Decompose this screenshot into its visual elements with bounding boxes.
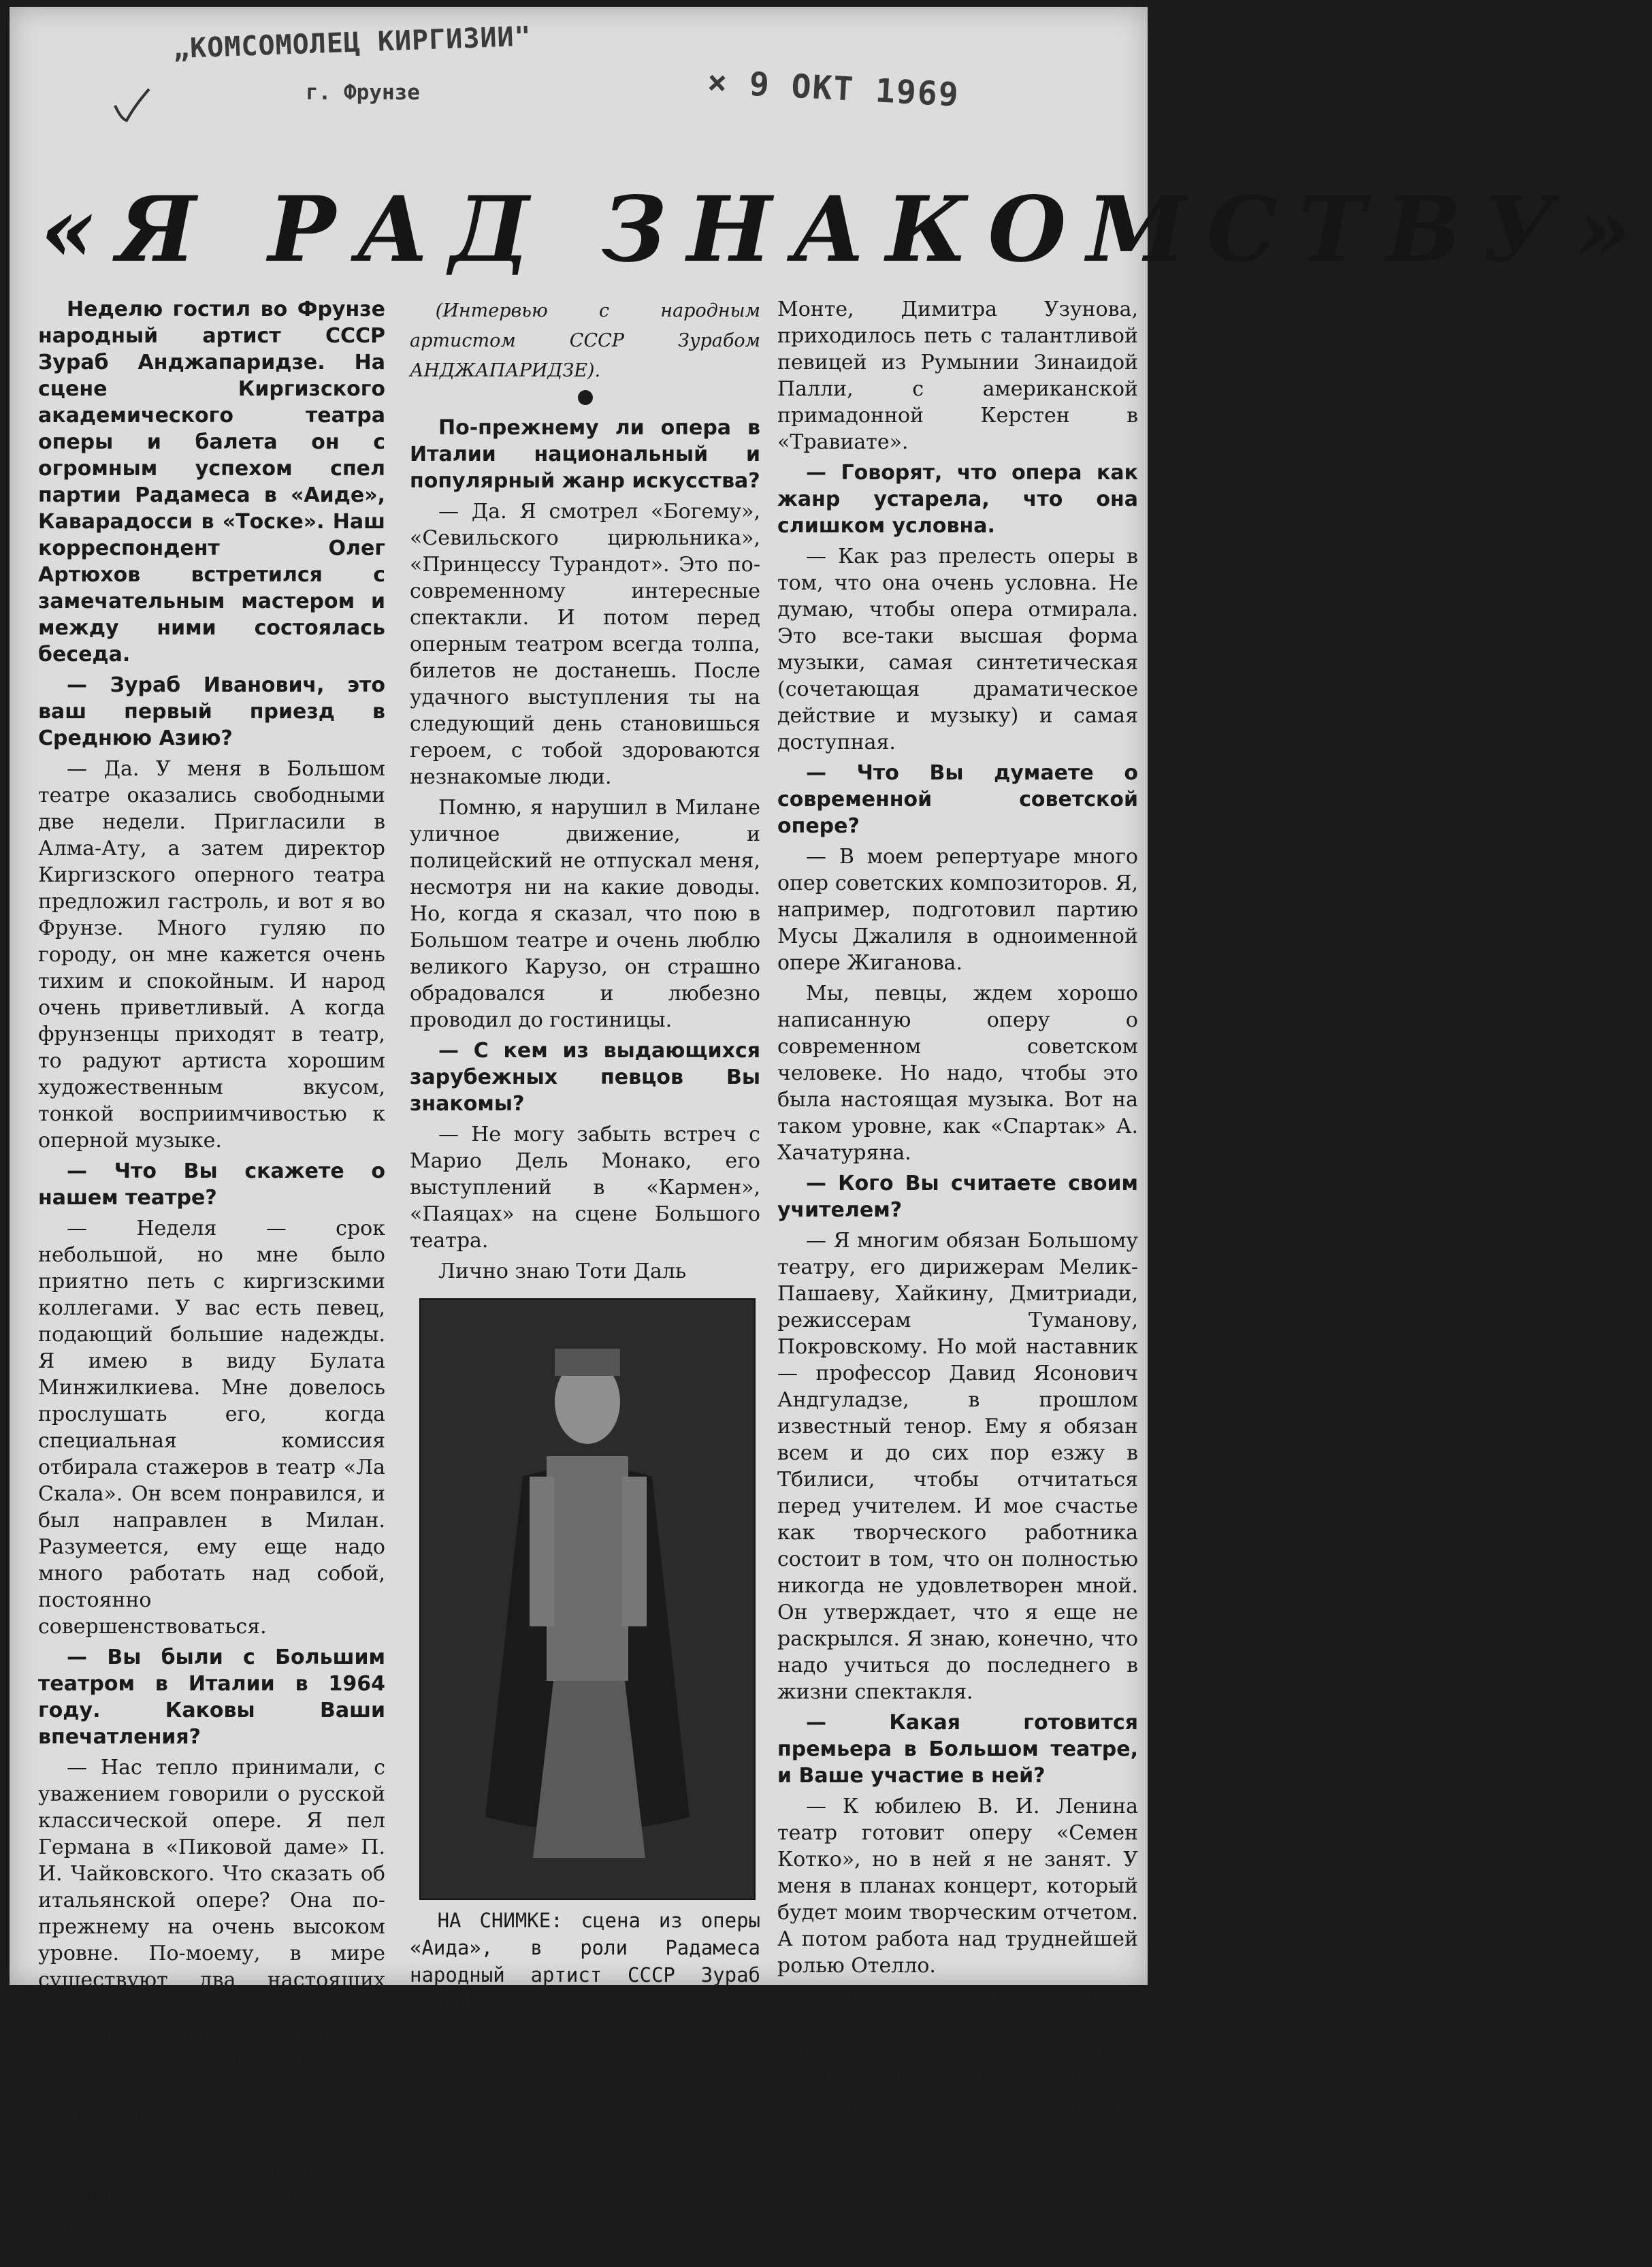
- lead-paragraph: Неделю гостил во Фрунзе народный артист СССР Зураб Анджапаридзе. На сцене Киргизского академического театра оперы и балета он с огромным успехом спел партии Радамеса в «Аиде», Каварадосси в «Тоске». Наш корреспондент Олег Артюхов встретился с замечательным мастером и между ними состоялась беседа.: [38, 298, 385, 666]
- question-paragraph: — Кого Вы считаете своим учителем?: [777, 1172, 1138, 1222]
- column-1: [38, 296, 385, 2267]
- column-2-body: [410, 415, 760, 1285]
- article-headline: «Я РАД ЗНАКОМСТВУ»: [40, 177, 1652, 283]
- question-paragraph: — Какая готовится премьера в Большом театре, и Ваше участие в ней?: [777, 1711, 1138, 1788]
- column-2: [410, 296, 760, 2020]
- answer-paragraph: — Да. У меня в Большом театре оказались свободными две недели. Пригласили в Алма-Ату, а затем директор Киргизского оперного театра предложил гастроль, и вот я во Фрунзе. Много гуляю по городу, он мне кажется очень тихим и спокойным. И народ очень приветливый. А когда фрунзенцы приходят в театр, то радуют артиста хорошим художественным вкусом, тонкой восприимчивостью к оперной музыке.: [38, 757, 385, 1153]
- question-paragraph: — Что Вы думаете о современной советской опере?: [777, 761, 1138, 838]
- newspaper-stamp: „КОМСОМОЛЕЦ КИРГИЗИИ": [172, 20, 532, 65]
- answer-paragraph: — Да. Я смотрел «Богему», «Севильского цирюльника», «Принцессу Турандот». Это по-современному интересные спектакли. И потом перед оперным театром всегда толпа, билетов не достанешь. После удачного выступления ты на следующий день становишься героем, с тобой здороваются незнакомые люди.: [410, 500, 760, 789]
- interview-subtitle: (Интервью с народным артистом СССР Зурабом АНДЖАПАРИДЗЕ).: [410, 300, 760, 381]
- newspaper-clipping: [10, 7, 1652, 2262]
- answer-paragraph: — Я многим обязан Большому театру, его дирижерам Мелик-Пашаеву, Хайкину, Дмитриади, режиссерам Туманову, Покровскому. Но мой наставник — профессор Давид Ясонович Андгуладзе, в прошлом известный тенор. Ему я обязан всем и до сих пор езжу в Тбилиси, чтобы отчитаться перед учителем. И мое счастье как творческого работника состоит в том, что он полностью никогда не удовлетворен мной. Он утверждает, что я еще не раскрылся. Я знаю, конечно, что надо учиться до последнего в жизни спектакля.: [777, 1229, 1138, 1704]
- answer-paragraph: Помню, я нарушил в Милане уличное движение, и полицейский не отпускал меня, несмотря ни на какие доводы. Но, когда я сказал, что пою в Большом театре и очень люблю великого Карузо, он страшно обрадовался и любезно проводил до гостиницы.: [410, 796, 760, 1032]
- question-paragraph: По-прежнему ли опера в Италии национальный и популярный жанр искусства?: [410, 416, 760, 493]
- answer-paragraph: Лично знаю Тоти Даль: [438, 1259, 687, 1283]
- checkmark-icon: [112, 85, 152, 126]
- photo-opera-aida: [419, 1298, 756, 1900]
- answer-paragraph: Улетая в Москву, прошу передать всем молодым фрунзенцам, что был рад познакомиться с ними и благодарен им за горячий прием.: [777, 1984, 1138, 2141]
- question-paragraph: — Вы были с Большим театром в Италии в 1964 году. Каковы Ваши впечатления?: [38, 1645, 385, 1749]
- question-paragraph: — Говорят, что опера как жанр устарела, что она слишком условна.: [777, 461, 1138, 538]
- answer-paragraph: — Нас тепло принимали, с уважением говорили о русской классической опере. Я пел Германа в «Пиковой даме» П. И. Чайковского. Что сказать об итальянской опере? Она по-прежнему на очень высоком уровне. По-моему, в мире существуют два настоящих храма искусства оперы: Большой театр и «Ла Скала». Даже «Гранд-Опера» в Париже живет за счет гастролеров.: [38, 1756, 385, 2098]
- date-stamp: × 9 ОКТ 1969: [706, 63, 960, 114]
- answer-paragraph: — Не могу забыть встреч с Марио Дель Монако, его выступлений в «Кармен», «Паяцах» на сцене Большого театра.: [410, 1123, 760, 1253]
- answer-paragraph: — В моем репертуаре много опер советских композиторов. Я, например, подготовил партию Мусы Джалиля в одноименной опере Жиганова.: [777, 845, 1138, 975]
- answer-paragraph: — Как раз прелесть оперы в том, что она очень условна. Не думаю, чтобы опера отмирала. Это все-таки высшая форма музыки, самая синтетическая (сочетающая драматическое действие и музыку) и самая доступная.: [777, 545, 1138, 754]
- answer-paragraph: В Италии я встречался с замечательным тенором Раймонди. Он ученик недавно умершего маэстро Барра, у которого стажировались все советские певцы.: [38, 2105, 385, 2262]
- question-paragraph: — Зураб Иванович, это ваш первый приезд в Среднюю Азию?: [38, 673, 385, 750]
- column-1-body: [38, 672, 385, 2263]
- answer-paragraph: Монте, Димитра Узунова, приходилось петь с талантливой певицей из Румынии Зинаидой Палли, с американской примадонной Керстен в «Травиате».: [777, 298, 1138, 454]
- column-3-body: [777, 296, 1138, 2142]
- answer-paragraph: Мы, певцы, ждем хорошо написанную оперу о современном советском человеке. Но надо, чтобы это была настоящая музыка. Вот на таком уровне, как «Спартак» А. Хачатуряна.: [777, 982, 1138, 1165]
- column-3: [777, 296, 1138, 2147]
- answer-paragraph: — Неделя — срок небольшой, но мне было приятно петь с киргизскими коллегами. У вас есть певец, подающий большие надежды. Я имею в виду Булата Минжилкиева. Мне довелось прослушать его, когда специальная комиссия отбирала стажеров в театр «Ла Скала». Он всем понравился, и был направлен в Милан. Разумеется, ему еще надо много работать над собой, постоянно совершенствоваться.: [38, 1217, 385, 1639]
- question-paragraph: — Что Вы скажете о нашем театре?: [38, 1159, 385, 1210]
- question-paragraph: — С кем из выдающихся зарубежных певцов Вы знакомы?: [410, 1039, 760, 1116]
- singer-figure: [421, 1300, 754, 1899]
- answer-paragraph: — К юбилею В. И. Ленина театр готовит оперу «Семен Котко», но в ней я не занят. У меня в планах концерт, который будет моим творческим отчетом. А потом работа над труднейшей ролью Отелло.: [777, 1795, 1138, 1978]
- city-stamp: г. Фрунзе: [306, 80, 420, 105]
- photo-caption: НА СНИМКЕ: сцена из оперы «Аида», в роли Радамеса народный артист СССР Зураб АНДЖАПАРИДЗЕ.: [410, 1909, 760, 2014]
- bullet-dot: [578, 390, 593, 405]
